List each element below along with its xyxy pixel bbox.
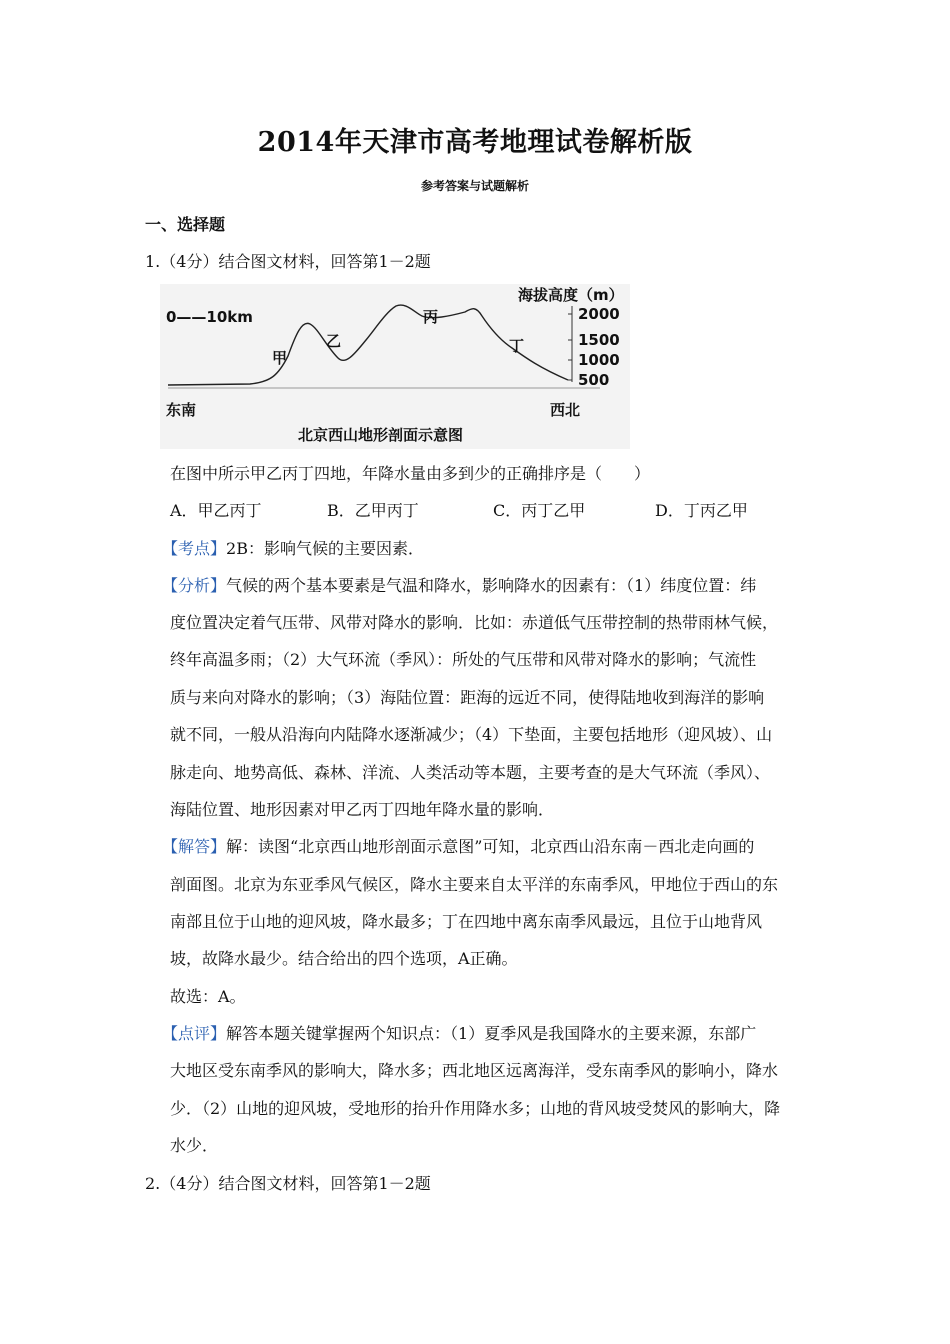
jieda-tag: 【解答】 bbox=[162, 837, 227, 856]
terrain-profile-figure bbox=[160, 284, 630, 449]
point-label-jia: 甲 bbox=[272, 349, 288, 367]
question-1-text: 在图中所示甲乙丙丁四地，年降水量由多到少的正确排序是（ ） bbox=[170, 464, 651, 483]
question-1-stem: 1.（4分）结合图文材料，回答第1－2题 bbox=[145, 252, 431, 271]
scale-label: 0——10km bbox=[166, 308, 253, 326]
dianping-line-4: 水少． bbox=[170, 1136, 219, 1155]
kaodian-line bbox=[162, 536, 424, 559]
jieda-text: 解：读图“北京西山地形剖面示意图”可知，北京西山沿东南－西北走向画的 bbox=[226, 837, 755, 856]
direction-southeast: 东南 bbox=[166, 401, 197, 419]
point-label-bing: 丙 bbox=[423, 308, 439, 326]
jieda-line-2: 剖面图。北京为东亚季风气候区，降水主要来自太平洋的东南季风，甲地位于西山的东 bbox=[170, 875, 779, 894]
tick-label: 1000 bbox=[578, 351, 620, 369]
dianping-line-2: 大地区受东南季风的影响大，降水多；西北地区远离海洋，受东南季风的影响小，降水 bbox=[170, 1061, 779, 1080]
tick-label: 500 bbox=[578, 371, 610, 389]
dianping-line-3: 少．（2）山地的迎风坡，受地形的抬升作用降水多；山地的背风坡受焚风的影响大，降 bbox=[170, 1099, 781, 1118]
fenxi-line-1 bbox=[162, 573, 756, 596]
jieda-line-1 bbox=[162, 834, 754, 857]
tick-label: 1500 bbox=[578, 331, 620, 349]
point-label-ding: 丁 bbox=[509, 337, 525, 355]
section-heading: 一、选择题 bbox=[145, 215, 226, 234]
option-d: D．丁丙乙甲 bbox=[655, 501, 748, 520]
option-b: B．乙甲丙丁 bbox=[327, 501, 419, 520]
question-2-stem: 2.（4分）结合图文材料，回答第1－2题 bbox=[145, 1174, 431, 1193]
fenxi-line-4: 质与来向对降水的影响；（3）海陆位置：距海的远近不同，使得陆地收到海洋的影响 bbox=[170, 688, 765, 707]
direction-northwest: 西北 bbox=[550, 401, 581, 419]
yaxis-title: 海拔高度（m） bbox=[518, 286, 624, 304]
fenxi-line-6: 脉走向、地势高低、森林、洋流、人类活动等本题，主要考查的是大气环流（季风）、 bbox=[170, 763, 771, 782]
fenxi-line-5: 就不同，一般从沿海向内陆降水逐渐减少；（4）下垫面，主要包括地形（迎风坡）、山 bbox=[170, 725, 773, 744]
option-c: C．丙丁乙甲 bbox=[493, 501, 586, 520]
page-title: 2014年天津市高考地理试卷解析版 bbox=[257, 127, 693, 158]
fenxi-line-3: 终年高温多雨；（2）大气环流（季风）：所处的气压带和风带对降水的影响；气流性 bbox=[170, 650, 757, 669]
fenxi-tag: 【分析】 bbox=[162, 576, 227, 595]
kaodian-text: 2B：影响气候的主要因素． bbox=[226, 539, 424, 558]
dianping-text: 解答本题关键掌握两个知识点：（1）夏季风是我国降水的主要来源，东部广 bbox=[226, 1024, 757, 1043]
fenxi-line-2: 度位置决定着气压带、风带对降水的影响．比如：赤道低气压带控制的热带雨林气候， bbox=[170, 613, 779, 632]
fenxi-line-7: 海陆位置、地形因素对甲乙丙丁四地年降水量的影响． bbox=[170, 800, 555, 819]
point-label-yi: 乙 bbox=[326, 332, 342, 350]
page-subtitle: 参考答案与试题解析 bbox=[420, 179, 529, 193]
tick-label: 2000 bbox=[578, 305, 620, 323]
dianping-line-1 bbox=[162, 1021, 756, 1044]
jieda-line-3: 南部且位于山地的迎风坡，降水最多；丁在四地中离东南季风最远，且位于山地背风 bbox=[170, 912, 763, 931]
figure-caption: 北京西山地形剖面示意图 bbox=[298, 426, 464, 444]
dianping-tag: 【点评】 bbox=[162, 1024, 227, 1043]
answer-line: 故选：A。 bbox=[170, 987, 246, 1006]
kaodian-tag: 【考点】 bbox=[162, 539, 227, 558]
jieda-line-4: 坡，故降水最少。结合给出的四个选项，A正确。 bbox=[170, 949, 518, 968]
fenxi-text: 气候的两个基本要素是气温和降水，影响降水的因素有：（1）纬度位置：纬 bbox=[226, 576, 757, 595]
option-a: A．甲乙丙丁 bbox=[170, 501, 262, 520]
